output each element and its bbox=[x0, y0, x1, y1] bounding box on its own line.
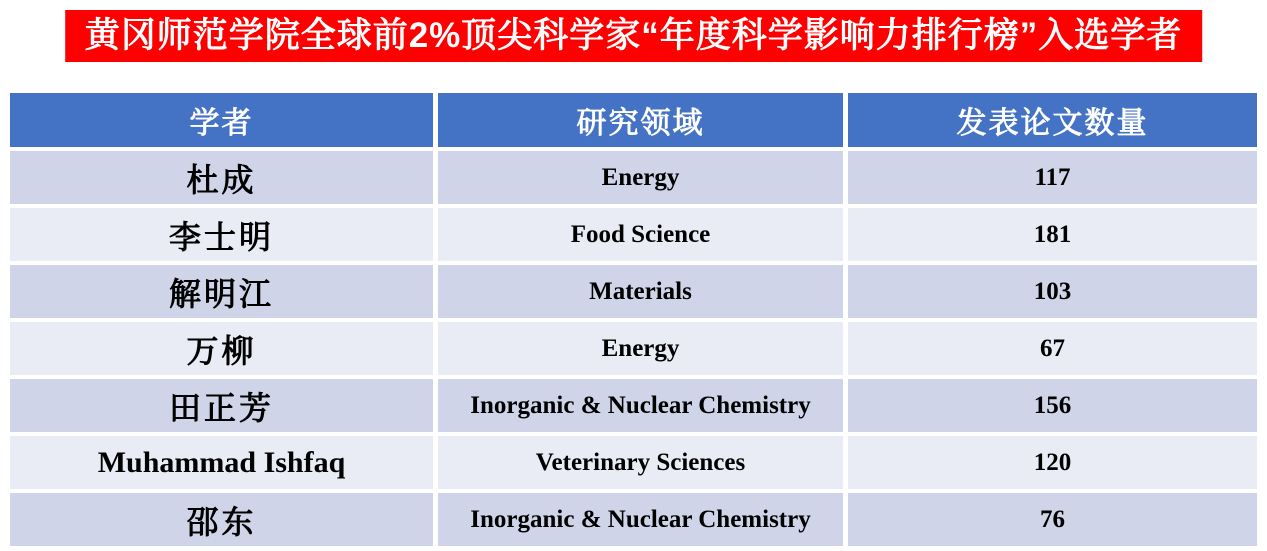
paper-count-cell: 67 bbox=[848, 322, 1257, 375]
paper-count-cell: 181 bbox=[848, 208, 1257, 261]
scholar-name-cell: 李士明 bbox=[10, 208, 433, 261]
paper-count-cell: 156 bbox=[848, 379, 1257, 432]
scholar-name-cell: 杜成 bbox=[10, 151, 433, 204]
column-header-scholar: 学者 bbox=[10, 93, 433, 147]
research-field-cell: Inorganic & Nuclear Chemistry bbox=[438, 379, 843, 432]
scholar-name-cell: 田正芳 bbox=[10, 379, 433, 432]
scholar-name-cell: 邵东 bbox=[10, 493, 433, 546]
paper-count-cell: 103 bbox=[848, 265, 1257, 318]
title-banner bbox=[65, 10, 1203, 62]
column-header-field: 研究领域 bbox=[438, 93, 843, 147]
research-field-cell: Energy bbox=[438, 151, 843, 204]
paper-count-cell: 117 bbox=[848, 151, 1257, 204]
paper-count-cell: 76 bbox=[848, 493, 1257, 546]
research-field-cell: Veterinary Sciences bbox=[438, 436, 843, 489]
scholar-name-cell: 万柳 bbox=[10, 322, 433, 375]
column-header-papers: 发表论文数量 bbox=[848, 93, 1257, 147]
research-field-cell: Energy bbox=[438, 322, 843, 375]
research-field-cell: Food Science bbox=[438, 208, 843, 261]
research-field-cell: Inorganic & Nuclear Chemistry bbox=[438, 493, 843, 546]
page-title: 黄冈师范学院全球前2%顶尖科学家“年度科学影响力排行榜”入选学者 bbox=[84, 16, 1183, 55]
research-field-cell: Materials bbox=[438, 265, 843, 318]
paper-count-cell: 120 bbox=[848, 436, 1257, 489]
scholar-name-cell: 解明江 bbox=[10, 265, 433, 318]
scholar-name-cell: Muhammad Ishfaq bbox=[10, 436, 433, 489]
scholars-table bbox=[10, 93, 1257, 546]
